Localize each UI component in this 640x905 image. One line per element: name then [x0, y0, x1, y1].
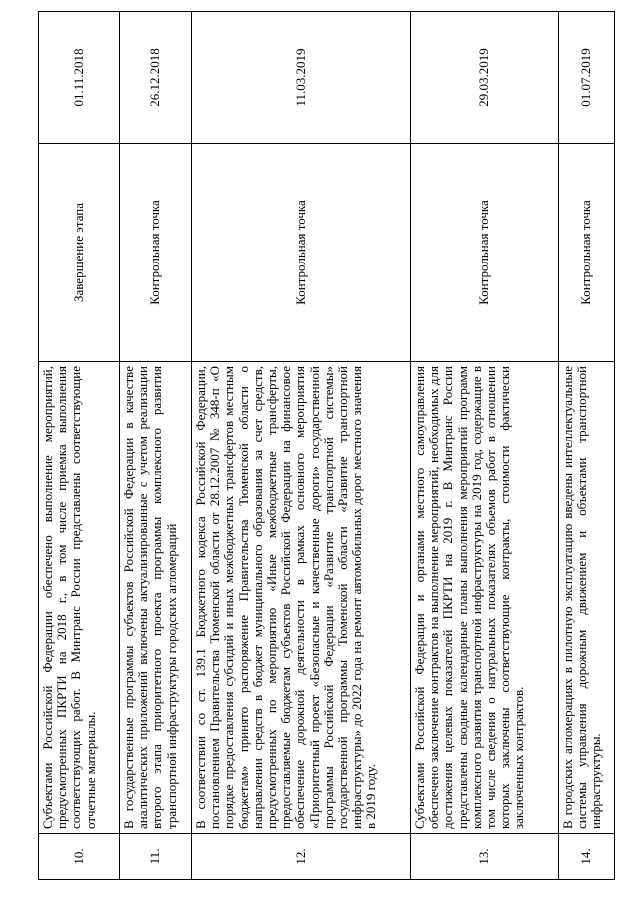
milestones-table: [38, 11, 615, 880]
row-type: Контрольная точка: [411, 144, 559, 362]
row-description: Субъектами Российской Федерации обеспечено выполнение мероприятий, предусмотренных ПКРТИ на 2018 г., в том числе приемка выполнения соответствующих работ. В Минтранс России представлены соответствующие отчетные материалы.: [39, 362, 120, 834]
table-row: [120, 12, 192, 880]
row-date: 01.11.2018: [39, 12, 120, 144]
row-description: В государственные программы субъектов Российской Федерации в качестве аналитических приложений включены актуализированные с учетом реализации второго этапа приоритетного проекта программы комплексного развития транспортной инфраструктуры городских агломераций: [120, 362, 192, 834]
row-number: 10.: [39, 834, 120, 880]
row-type: Контрольная точка: [559, 144, 615, 362]
table-row: [411, 12, 559, 880]
row-number: 11.: [120, 834, 192, 880]
row-number: 12.: [192, 834, 411, 880]
row-number: 14.: [559, 834, 615, 880]
row-number: 13.: [411, 834, 559, 880]
row-type: Контрольная точка: [120, 144, 192, 362]
table-row: [192, 12, 411, 880]
row-date: 11.03.2019: [192, 12, 411, 144]
row-date: 29.03.2019: [411, 12, 559, 144]
row-date: 26.12.2018: [120, 12, 192, 144]
table-row: [39, 12, 120, 880]
row-description: В соответствии со ст. 139.1 Бюджетного кодекса Российской Федерации, постановлением Правительства Тюменской области от 28.12.2007 № 348-п «О порядке предоставления субсидий и иных межбюджетных трансфертов местным бюджетам» принято распоряжение Правительства Тюменской области о направлении средств в бюджет муниципального образования за счет средств, предусмотренных по мероприятию «Иные межбюджетные трансферты, предоставляемые бюджетам субъектов Российской Федерации на финансовое обеспечение дорожной деятельности в рамках основного мероприятия «Приоритетный проект «Безопасные и качественные дороги» государственной программы Российской Федерации «Развитие транспортной системы» государственной программы Тюменской области «Развитие транспортной инфраструктуры» до 2022 года на ремонт автомобильных дорог местного значения в 2019 году.: [192, 362, 411, 834]
row-type: Завершение этапа: [39, 144, 120, 362]
table-row: [559, 12, 615, 880]
row-description: В городских агломерациях в пилотную эксплуатацию введены интеллектуальные системы управления дорожным движением и объектами транспортной инфраструктуры.: [559, 362, 615, 834]
row-description: Субъектами Российской Федерации и органами местного самоуправления обеспечено заключение контрактов на выполнение мероприятий, необходимых для достижения целевых показателей ПКРТИ на 2019 г. В Минтранс России представлены сводные календарные планы выполнения мероприятий программ комплексного развития транспортной инфраструктуры на 2019 год, содержащие в том числе сведения о натуральных показателях объемов работ в отношении которых заключены соответствующие контракты, стоимости фактически заключенных контрактов.: [411, 362, 559, 834]
row-type: Контрольная точка: [192, 144, 411, 362]
row-date: 01.07.2019: [559, 12, 615, 144]
